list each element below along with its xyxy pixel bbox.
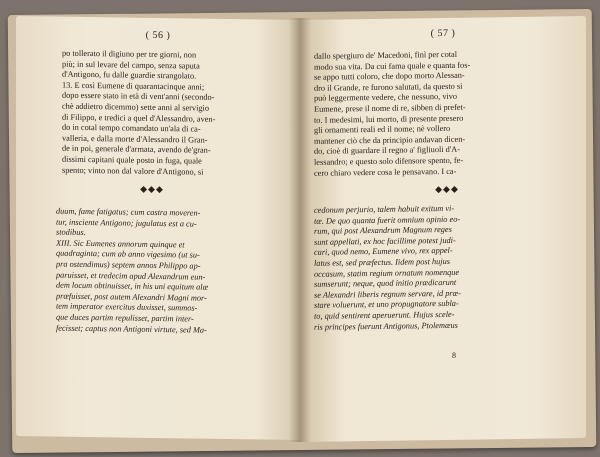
text-line: paruisset, et tredecim apud Alexandrum eun-: [56, 270, 206, 282]
text-line: de in poi, generale d'armata, avendo de'gran-: [62, 144, 211, 156]
left-page: [16, 16, 300, 440]
text-line: dem locum obtinuisset, in his uni equitum alæ: [56, 280, 209, 292]
text-line: dissimi capitani quale posto in fuga, quale: [62, 154, 202, 166]
text-line: tur, insciente Antigono; jugulatus est a cu-: [56, 217, 197, 229]
text-line: di Filippo, e tredici a quel d'Alessandro, aven-: [62, 112, 216, 124]
right-latin-text: [314, 202, 554, 332]
text-line: 13. E così Eumene di quarantacinque anni;: [62, 80, 205, 92]
text-line: mantener ciò che da principio andavan dicen-: [314, 134, 466, 146]
text-line: stodibus.: [56, 227, 86, 238]
text-line: po tollerato il digiuno per tre giorni, non: [62, 48, 197, 60]
left-italian-text: [62, 49, 282, 179]
text-line: cero chiaro vedere cosa le pensavano. I ca-: [314, 166, 457, 178]
text-line: duum, fame fatigatus; cum castra moveren-: [56, 206, 201, 218]
text-line: fecisset; captus non Antigoni virtute, sed Ma-: [56, 323, 207, 335]
text-line: que duces partim repulisset, partim inter-: [56, 312, 194, 324]
text-line: può leggermente vedere, che nessuno, vivo: [314, 92, 458, 104]
text-line: sumserunt; neque, quod initio prædicarunt: [314, 277, 457, 289]
text-line: ris principes fuerunt Antigonus, Ptolemæus: [314, 320, 458, 332]
right-page: [300, 16, 586, 442]
right-italian-text: [314, 48, 554, 178]
text-line: præfuisset, post autem Alexandri Magni mor-: [56, 291, 207, 303]
text-line: sunt appellati, ex hoc facillime potest judi-: [314, 235, 456, 247]
text-line: dopo essere stato in età di vent'anni (secondo-: [62, 91, 215, 103]
text-line: dallo spergiuro de' Macedoni, finì per cotal: [314, 49, 458, 61]
text-line: Eumene, prese il nome di re, sibben di prefet-: [314, 102, 466, 114]
signature-mark: 8: [452, 350, 456, 360]
text-line: to, quid sentirent aperuerunt. Hujus scele-: [314, 309, 455, 321]
left-ornament: ◆◆◆: [140, 183, 164, 195]
text-line: stare voluerunt, et uno propugnatore subla-: [314, 299, 459, 311]
text-line: cari, quod nemo, Eumene vivo, rex appel-: [314, 246, 453, 258]
text-line: XIII. Sic Eumenes annorum quinque et: [56, 238, 185, 250]
right-page-number: ( 57 ): [430, 27, 456, 40]
text-line: tem imperator exercitus duxisset, summos-: [56, 301, 198, 313]
text-line: to. I medesimi, lui morto, di presente presero: [314, 113, 464, 125]
text-line: gli ornamenti reali ed il nome; nè vollero: [314, 124, 451, 135]
text-line: do, cioè di guardare il regno a' figliuoli d'A-: [314, 145, 461, 157]
text-line: dro il Grande, re furono salutati, da questo si: [314, 81, 463, 93]
text-line: spento; vinto non dal valore d'Antigono, si: [62, 165, 204, 177]
text-line: rum, qui post Alexandrum Magnum reges: [314, 225, 452, 236]
text-line: valleria, e dalla morte d'Alessandro il Gran-: [62, 133, 208, 145]
left-latin-text: [56, 207, 282, 337]
text-line: latus est, sed præfectus. Iidem post hujus: [314, 256, 450, 268]
text-line: d'Antigono, fu dalle guardie strangolato.: [62, 69, 197, 81]
text-line: pra ostendimus) septem annos Philippo ap-: [56, 259, 201, 271]
text-line: se appo tutti coloro, che dopo morto Alessan-: [314, 70, 465, 82]
text-line: quadraginta; cum ab anno vigesimo (ut su-: [56, 248, 200, 260]
text-line: chè addietro dicemmo) sette anni al servigio: [62, 101, 209, 113]
left-page-number: ( 56 ): [145, 29, 171, 42]
text-line: se Alexandri liberis regnum servare, id præ-: [314, 288, 461, 300]
text-line: modo sua vita. Da cui fama quale e quanta fos-: [314, 60, 471, 72]
text-line: tæ. De quo quanta fuerit omnium opinio eo-: [314, 214, 461, 226]
text-line: occasum, statim regium ornatum nomenque: [314, 267, 460, 279]
text-line: cedonum perjurio, talem habuit exitum vi-: [314, 203, 455, 215]
right-ornament: ◆◆◆: [435, 183, 459, 195]
text-line: lessandro; e questo solo difensore spento, fe-: [314, 155, 464, 167]
text-line: più; in sul levare del campo, senza saputa: [62, 59, 200, 71]
text-line: do in cotal tempo comandato un'ala di ca-: [62, 122, 201, 134]
